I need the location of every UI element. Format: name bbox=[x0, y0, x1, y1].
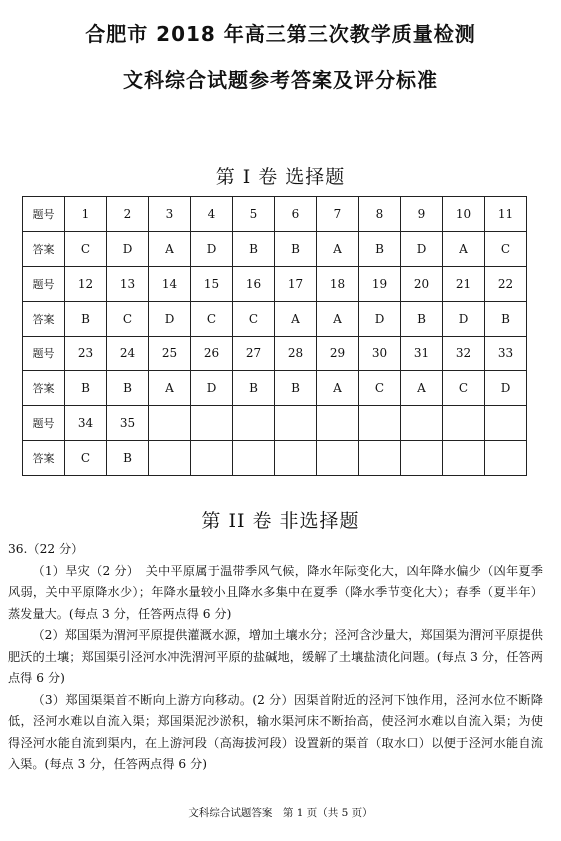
question-number-cell: 11 bbox=[485, 197, 527, 232]
question-number-cell: 28 bbox=[275, 336, 317, 371]
question-36-answer bbox=[8, 539, 543, 776]
answer-cell: A bbox=[443, 231, 485, 266]
answer-cell: B bbox=[275, 371, 317, 406]
question-number-cell bbox=[485, 406, 527, 441]
answer-cell: D bbox=[401, 231, 443, 266]
answer-cell: C bbox=[443, 371, 485, 406]
answer-cell: C bbox=[233, 301, 275, 336]
answer-cell: B bbox=[233, 231, 275, 266]
answer-cell: A bbox=[317, 231, 359, 266]
question-number-cell bbox=[359, 406, 401, 441]
question-number-cell: 31 bbox=[401, 336, 443, 371]
question-number-row bbox=[23, 197, 527, 232]
answer-cell: B bbox=[485, 301, 527, 336]
question-number-cell bbox=[191, 406, 233, 441]
question-number-cell: 22 bbox=[485, 266, 527, 301]
answer-cell: A bbox=[317, 301, 359, 336]
answer-cell: A bbox=[149, 231, 191, 266]
question-number-row bbox=[23, 406, 527, 441]
question-number-cell: 29 bbox=[317, 336, 359, 371]
question-number-cell: 5 bbox=[233, 197, 275, 232]
answer-cell bbox=[443, 441, 485, 476]
answer-row-label: 答案 bbox=[23, 301, 65, 336]
answer-row-label: 答案 bbox=[23, 441, 65, 476]
question-number-cell: 26 bbox=[191, 336, 233, 371]
question-number-cell: 12 bbox=[65, 266, 107, 301]
answer-cell: C bbox=[485, 231, 527, 266]
answer-part-1: （1）旱灾（2 分） 关中平原属于温带季风气候，降水年际变化大，凶年降水偏少（凶年夏季风弱，关中平原降水少）；年降水量较小且降水多集中在夏季（降水季节变化大）；春季（夏半年）蒸发量大。(每点 3 分，任答两点得 6 分) bbox=[8, 563, 543, 621]
question-number-cell: 4 bbox=[191, 197, 233, 232]
exam-title: 合肥市 2018 年高三第三次教学质量检测 bbox=[85, 22, 476, 46]
answer-row bbox=[23, 441, 527, 476]
question-number-cell: 21 bbox=[443, 266, 485, 301]
answer-cell bbox=[149, 441, 191, 476]
question-number-cell: 34 bbox=[65, 406, 107, 441]
answer-part-3: （3）郑国渠渠首不断向上游方向移动。(2 分）因渠首附近的泾河下蚀作用，泾河水位不断降低，泾河水难以自流入渠；郑国渠泥沙淤积，输水渠河床不断抬高，使泾河水难以自流入渠；为使得泾河水能自流到渠内，在上游河段（高海拔河段）设置新的渠首（取水口）以便于泾河水能自流入渠。(每点 3 分，任答两点得 6 分) bbox=[8, 692, 543, 771]
question-number-cell: 14 bbox=[149, 266, 191, 301]
question-number-cell bbox=[443, 406, 485, 441]
answer-cell: C bbox=[359, 371, 401, 406]
question-number-cell: 32 bbox=[443, 336, 485, 371]
question-number-cell bbox=[317, 406, 359, 441]
answer-cell: A bbox=[149, 371, 191, 406]
answer-part-2: （2）郑国渠为渭河平原提供灌溉水源，增加土壤水分；泾河含沙量大，郑国渠为渭河平原提供肥沃的土壤；郑国渠引泾河水冲洗渭河平原的盐碱地，缓解了土壤盐渍化问题。(每点 3 分，任答两点得 6 分) bbox=[8, 628, 543, 685]
answer-cell bbox=[275, 441, 317, 476]
answer-cell: A bbox=[401, 371, 443, 406]
answer-cell: B bbox=[275, 231, 317, 266]
question-number-cell bbox=[233, 406, 275, 441]
answer-table-body bbox=[23, 197, 527, 476]
answer-cell: B bbox=[65, 301, 107, 336]
question-number-cell: 6 bbox=[275, 197, 317, 232]
answer-cell: C bbox=[65, 231, 107, 266]
answer-cell: B bbox=[65, 371, 107, 406]
question-number-cell: 30 bbox=[359, 336, 401, 371]
answer-key-subtitle: 文科综合试题参考答案及评分标准 bbox=[123, 68, 438, 92]
answer-row-label: 答案 bbox=[23, 371, 65, 406]
question-number-cell: 15 bbox=[191, 266, 233, 301]
question-number-cell: 18 bbox=[317, 266, 359, 301]
answer-row bbox=[23, 371, 527, 406]
answer-cell: C bbox=[107, 301, 149, 336]
answer-cell: D bbox=[191, 231, 233, 266]
answer-row-label: 答案 bbox=[23, 231, 65, 266]
answer-cell: B bbox=[233, 371, 275, 406]
answer-cell bbox=[233, 441, 275, 476]
question-number-cell: 25 bbox=[149, 336, 191, 371]
answer-cell: C bbox=[65, 441, 107, 476]
answer-cell: B bbox=[107, 441, 149, 476]
answer-cell: B bbox=[401, 301, 443, 336]
section-2-title: 第 II 卷 非选择题 bbox=[201, 510, 360, 532]
question-number-cell: 20 bbox=[401, 266, 443, 301]
question-number-cell: 33 bbox=[485, 336, 527, 371]
question-number-row-label: 题号 bbox=[23, 336, 65, 371]
question-number-row bbox=[23, 266, 527, 301]
answer-cell: D bbox=[443, 301, 485, 336]
answer-cell: B bbox=[107, 371, 149, 406]
answer-cell: A bbox=[275, 301, 317, 336]
question-36-heading: 36.（22 分） bbox=[8, 542, 84, 556]
answer-cell: D bbox=[359, 301, 401, 336]
question-number-cell bbox=[149, 406, 191, 441]
question-number-cell bbox=[401, 406, 443, 441]
question-number-cell: 10 bbox=[443, 197, 485, 232]
question-number-cell: 16 bbox=[233, 266, 275, 301]
question-number-cell bbox=[275, 406, 317, 441]
question-number-cell: 13 bbox=[107, 266, 149, 301]
answer-cell: D bbox=[107, 231, 149, 266]
answer-cell: A bbox=[317, 371, 359, 406]
question-number-cell: 2 bbox=[107, 197, 149, 232]
answer-cell bbox=[401, 441, 443, 476]
question-number-cell: 24 bbox=[107, 336, 149, 371]
question-number-row-label: 题号 bbox=[23, 406, 65, 441]
question-number-row-label: 题号 bbox=[23, 266, 65, 301]
question-number-cell: 17 bbox=[275, 266, 317, 301]
question-number-row-label: 题号 bbox=[23, 197, 65, 232]
question-number-cell: 27 bbox=[233, 336, 275, 371]
answer-cell: B bbox=[359, 231, 401, 266]
question-number-cell: 23 bbox=[65, 336, 107, 371]
answer-table bbox=[22, 196, 527, 476]
question-number-cell: 8 bbox=[359, 197, 401, 232]
question-number-cell: 7 bbox=[317, 197, 359, 232]
question-number-cell: 9 bbox=[401, 197, 443, 232]
question-number-cell: 3 bbox=[149, 197, 191, 232]
answer-row bbox=[23, 231, 527, 266]
answer-cell bbox=[359, 441, 401, 476]
question-number-cell: 1 bbox=[65, 197, 107, 232]
answer-cell bbox=[485, 441, 527, 476]
question-number-row bbox=[23, 336, 527, 371]
answer-row bbox=[23, 301, 527, 336]
question-number-cell: 35 bbox=[107, 406, 149, 441]
answer-cell: C bbox=[191, 301, 233, 336]
answer-cell: D bbox=[149, 301, 191, 336]
question-number-cell: 19 bbox=[359, 266, 401, 301]
answer-cell: D bbox=[191, 371, 233, 406]
answer-cell: D bbox=[485, 371, 527, 406]
answer-cell bbox=[191, 441, 233, 476]
page-footer: 文科综合试题答案 第 1 页（共 5 页） bbox=[188, 807, 373, 819]
answer-cell bbox=[317, 441, 359, 476]
section-1-title: 第 I 卷 选择题 bbox=[215, 166, 346, 188]
